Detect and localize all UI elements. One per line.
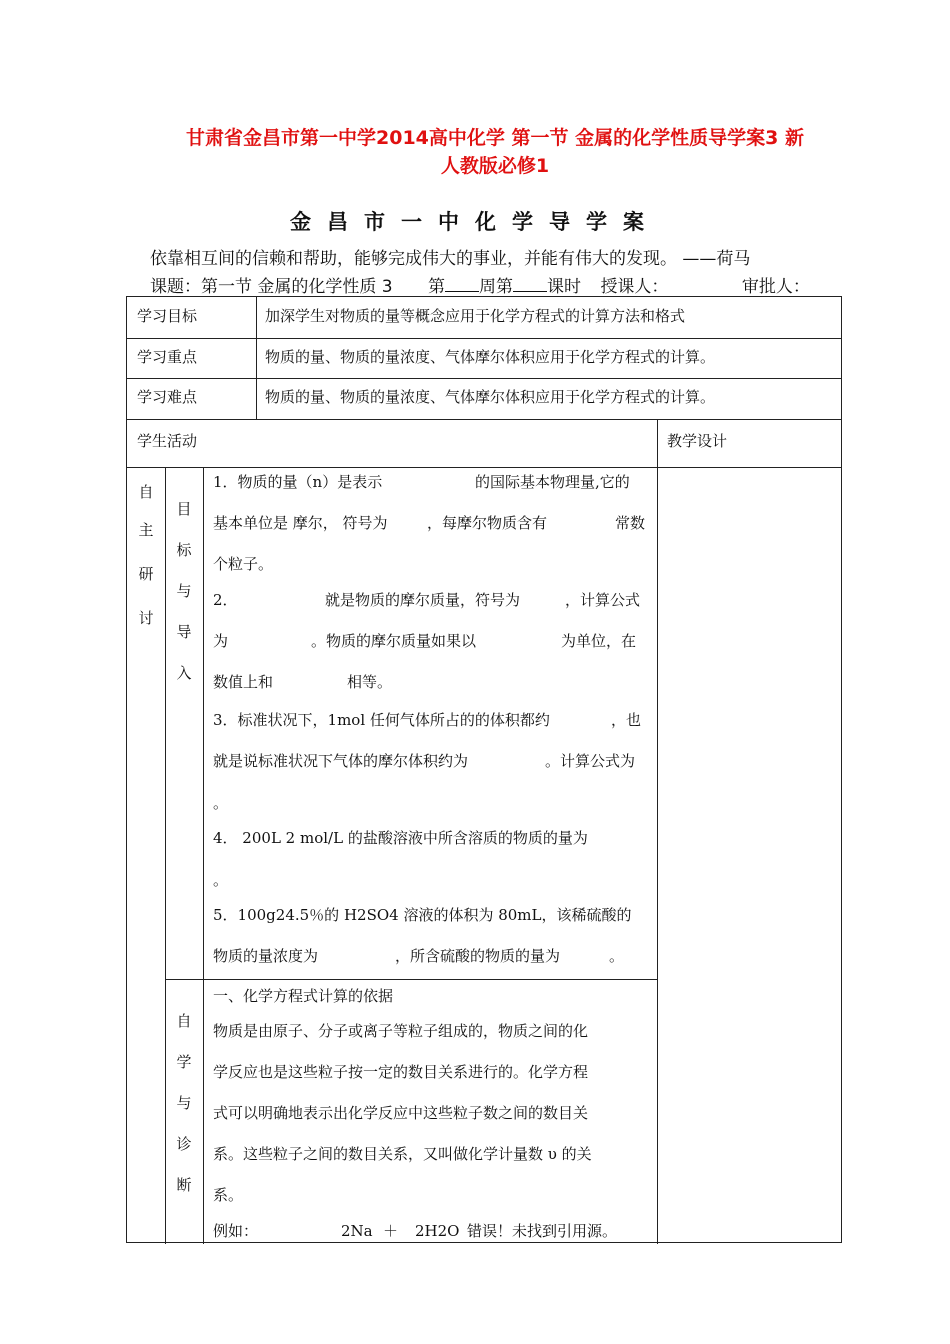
q3-part-e: 。 [213, 794, 229, 812]
self-study-heading: 一、化学方程式计算的依据 [213, 987, 394, 1005]
section-target-char: 标 [176, 541, 192, 559]
title-line-1: 甘肃省金昌市第一中学2014高中化学 第一节 金属的化学性质导学案3 新 [186, 127, 804, 149]
example-h2o: 2H2O [415, 1222, 460, 1240]
period-blank [513, 275, 547, 292]
section-main-char: 自 [138, 483, 154, 501]
title-line-2: 人教版必修1 [440, 155, 550, 177]
lesson-reviewer: 审批人： [741, 277, 810, 297]
section-self-char: 断 [176, 1176, 192, 1194]
section-target-char: 入 [176, 664, 192, 682]
q1-part-f: 个粒子。 [213, 555, 274, 573]
q2-part-a: 2． [213, 591, 238, 609]
section-self-label [174, 1001, 194, 1206]
q5-part-c: ，所含硫酸的物质的量为 [395, 947, 561, 965]
section-target-label [174, 489, 194, 694]
row-label-goal: 学习目标 [137, 307, 198, 325]
q5-part-a: 5．100g24.5％的 H2SO4 溶液的体积为 80mL，该稀硫酸的 [213, 906, 632, 924]
design-header: 教学设计 [667, 432, 728, 450]
school-heading: 金昌市一中化学导学案 [290, 210, 660, 234]
lesson-table [126, 296, 842, 1243]
section-target-char: 导 [176, 623, 192, 641]
q5-part-b: 物质的量浓度为 [213, 947, 319, 965]
q2-part-e: 。物质的摩尔质量如果以 [311, 632, 477, 650]
q2-part-g: 数值上和 [213, 673, 274, 691]
row-label-key: 学习重点 [137, 348, 198, 366]
q5-part-d: 。 [609, 947, 625, 965]
lesson-week-mid: 周第 [479, 277, 514, 297]
section-main-label [136, 473, 156, 637]
row-label-difficulty: 学习难点 [137, 388, 198, 406]
row-value-goal: 加深学生对物质的量等概念应用于化学方程式的计算方法和格式 [265, 307, 686, 325]
q1-part-e: 常数 [615, 514, 646, 532]
example-label: 例如： [213, 1222, 259, 1240]
self-study-line: 学反应也是这些粒子按一定的数目关系进行的。化学方程 [213, 1063, 589, 1081]
row-value-key: 物质的量、物质的量浓度、气体摩尔体积应用于化学方程式的计算。 [265, 348, 716, 366]
lesson-week: 第 [428, 277, 446, 297]
section-main-char: 研 [138, 565, 154, 583]
example-na: 2Na [341, 1222, 373, 1240]
q2-part-d: 为 [213, 632, 229, 650]
q1-part-a: 1．物质的量（n）是表示 [213, 473, 383, 491]
section-self-char: 自 [176, 1012, 192, 1030]
section-self-char: 学 [176, 1053, 192, 1071]
lesson-prefix: 课题：第一节 金属的化学性质 3 [150, 277, 393, 297]
section-target-char: 与 [176, 582, 192, 600]
self-study-line: 系。这些粒子之间的数目关系，又叫做化学计量数 υ 的关 [213, 1145, 592, 1163]
q2-part-c: ，计算公式 [565, 591, 641, 609]
activity-header: 学生活动 [137, 432, 198, 450]
self-study-line: 式可以明确地表示出化学反应中这些粒子数之间的数目关 [213, 1104, 589, 1122]
row-value-difficulty: 物质的量、物质的量浓度、气体摩尔体积应用于化学方程式的计算。 [265, 388, 716, 406]
q1-part-c: 基本单位是 摩尔， 符号为 [213, 514, 388, 532]
q2-part-h: 相等。 [347, 673, 393, 691]
q1-part-d: ，每摩尔物质含有 [427, 514, 548, 532]
section-self-char: 与 [176, 1094, 192, 1112]
q2-part-b: 就是物质的摩尔质量，符号为 [325, 591, 521, 609]
lesson-period: 课时 [547, 277, 582, 297]
lesson-author: 授课人： [600, 277, 669, 297]
q3-part-c: 就是说标准状况下气体的摩尔体积约为 [213, 752, 469, 770]
lesson-line [150, 272, 850, 297]
week-blank [445, 275, 479, 292]
q1-part-b: 的国际基本物理量,它的 [475, 473, 630, 491]
q4-part-a: 4． 200L 2 mol/L 的盐酸溶液中所含溶质的物质的量为 [213, 829, 588, 847]
section-main-char: 讨 [138, 609, 154, 627]
self-study-line: 系。 [213, 1186, 244, 1204]
self-study-line: 物质是由原子、分子或离子等粒子组成的，物质之间的化 [213, 1022, 589, 1040]
example-plus: ＋ [383, 1222, 399, 1240]
document-title [130, 124, 860, 180]
section-target-char: 目 [176, 500, 192, 518]
q3-part-b: ，也 [611, 711, 642, 729]
motto: 依靠相互间的信赖和帮助，能够完成伟大的事业，并能有伟大的发现。 ——荷马 [150, 249, 751, 269]
section-main-char: 主 [138, 521, 154, 539]
section-self-char: 诊 [176, 1135, 192, 1153]
example-error-ref: 错误！未找到引用源。 [467, 1222, 618, 1240]
q3-part-d: 。计算公式为 [545, 752, 636, 770]
q3-part-a: 3．标准状况下，1mol 任何气体所占的的体积都约 [213, 711, 550, 729]
q4-part-b: 。 [213, 871, 229, 889]
q2-part-f: 为单位，在 [561, 632, 637, 650]
